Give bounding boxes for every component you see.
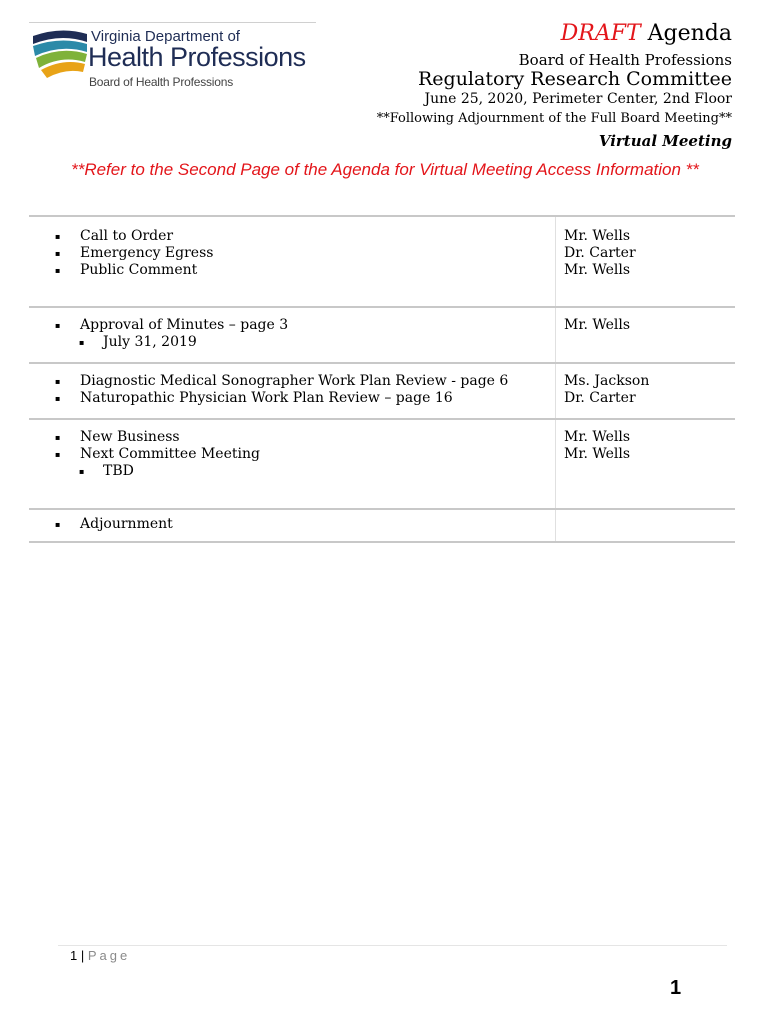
agenda-item: Emergency Egress	[80, 245, 214, 261]
bullet-icon: ▪	[79, 338, 85, 347]
footer-rule	[58, 945, 727, 946]
logo-line-1: Virginia Department of	[91, 28, 240, 45]
document-title	[561, 21, 732, 46]
agenda-item: Adjournment	[80, 516, 173, 532]
bullet-icon: ▪	[55, 321, 61, 330]
committee-name: Regulatory Research Committee	[417, 68, 732, 90]
agenda-presenter: Mr. Wells	[564, 317, 631, 333]
agenda-presenter: Dr. Carter	[564, 390, 636, 406]
agenda-subitem: TBD	[103, 463, 134, 479]
bullet-icon: ▪	[55, 266, 61, 275]
agenda-row	[29, 429, 735, 446]
footer-separator: |	[80, 948, 85, 963]
agenda-section	[29, 362, 735, 418]
agenda-row	[29, 245, 735, 262]
agenda-item: New Business	[80, 429, 180, 445]
access-info-notice: **Refer to the Second Page of the Agenda for Virtual Meeting Access Information **	[71, 160, 699, 179]
bullet-icon: ▪	[79, 467, 85, 476]
bullet-icon: ▪	[55, 433, 61, 442]
agenda-row	[29, 228, 735, 245]
bullet-icon: ▪	[55, 450, 61, 459]
agenda-subrow	[29, 463, 735, 480]
agenda-item: Call to Order	[80, 228, 174, 244]
footer-page-word: Page	[87, 948, 131, 963]
draft-label: DRAFT	[560, 21, 641, 46]
agenda-row	[29, 446, 735, 463]
logo-line-3: Board of Health Professions	[89, 75, 234, 89]
page-footer	[70, 948, 130, 963]
agenda-item: Diagnostic Medical Sonographer Work Plan Review - page 6	[80, 373, 509, 389]
logo-line-2: Health Professions	[88, 42, 306, 72]
agenda-section	[29, 508, 735, 543]
agenda-presenter: Ms. Jackson	[564, 373, 650, 389]
meeting-date-location: June 25, 2020, Perimeter Center, 2nd Floor	[424, 91, 732, 107]
bullet-icon: ▪	[55, 377, 61, 386]
footer-page-number: 1	[70, 948, 78, 963]
agenda-row	[29, 390, 735, 407]
agenda-subrow	[29, 334, 735, 351]
bullet-icon: ▪	[55, 249, 61, 258]
agenda-label: Agenda	[647, 21, 732, 46]
agenda-row	[29, 373, 735, 390]
corner-page-number: 1	[670, 977, 682, 999]
agenda-item: Approval of Minutes – page 3	[80, 317, 289, 333]
agenda-subitem: July 31, 2019	[103, 334, 197, 350]
agenda-presenter: Dr. Carter	[564, 245, 636, 261]
agenda-section	[29, 418, 735, 508]
meeting-timing-note: **Following Adjournment of the Full Board Meeting**	[376, 111, 732, 126]
agenda-row	[29, 516, 735, 533]
agenda-item: Naturopathic Physician Work Plan Review – page 16	[80, 390, 453, 406]
virtual-meeting-label: Virtual Meeting	[598, 132, 732, 150]
agenda-section	[29, 215, 735, 306]
agenda-presenter: Mr. Wells	[564, 228, 631, 244]
bullet-icon: ▪	[55, 394, 61, 403]
logo-rule	[29, 22, 316, 23]
agenda-row	[29, 262, 735, 279]
logo-emblem-icon	[31, 28, 89, 78]
bullet-icon: ▪	[55, 232, 61, 241]
agenda-row	[29, 317, 735, 334]
vdhp-logo	[31, 28, 321, 92]
agenda-presenter: Mr. Wells	[564, 429, 631, 445]
bullet-icon: ▪	[55, 520, 61, 529]
agenda-table	[29, 215, 735, 543]
board-name: Board of Health Professions	[518, 51, 732, 69]
agenda-item: Public Comment	[80, 262, 198, 278]
agenda-presenter: Mr. Wells	[564, 262, 631, 278]
agenda-item: Next Committee Meeting	[80, 446, 260, 462]
agenda-presenter: Mr. Wells	[564, 446, 631, 462]
agenda-section	[29, 306, 735, 362]
